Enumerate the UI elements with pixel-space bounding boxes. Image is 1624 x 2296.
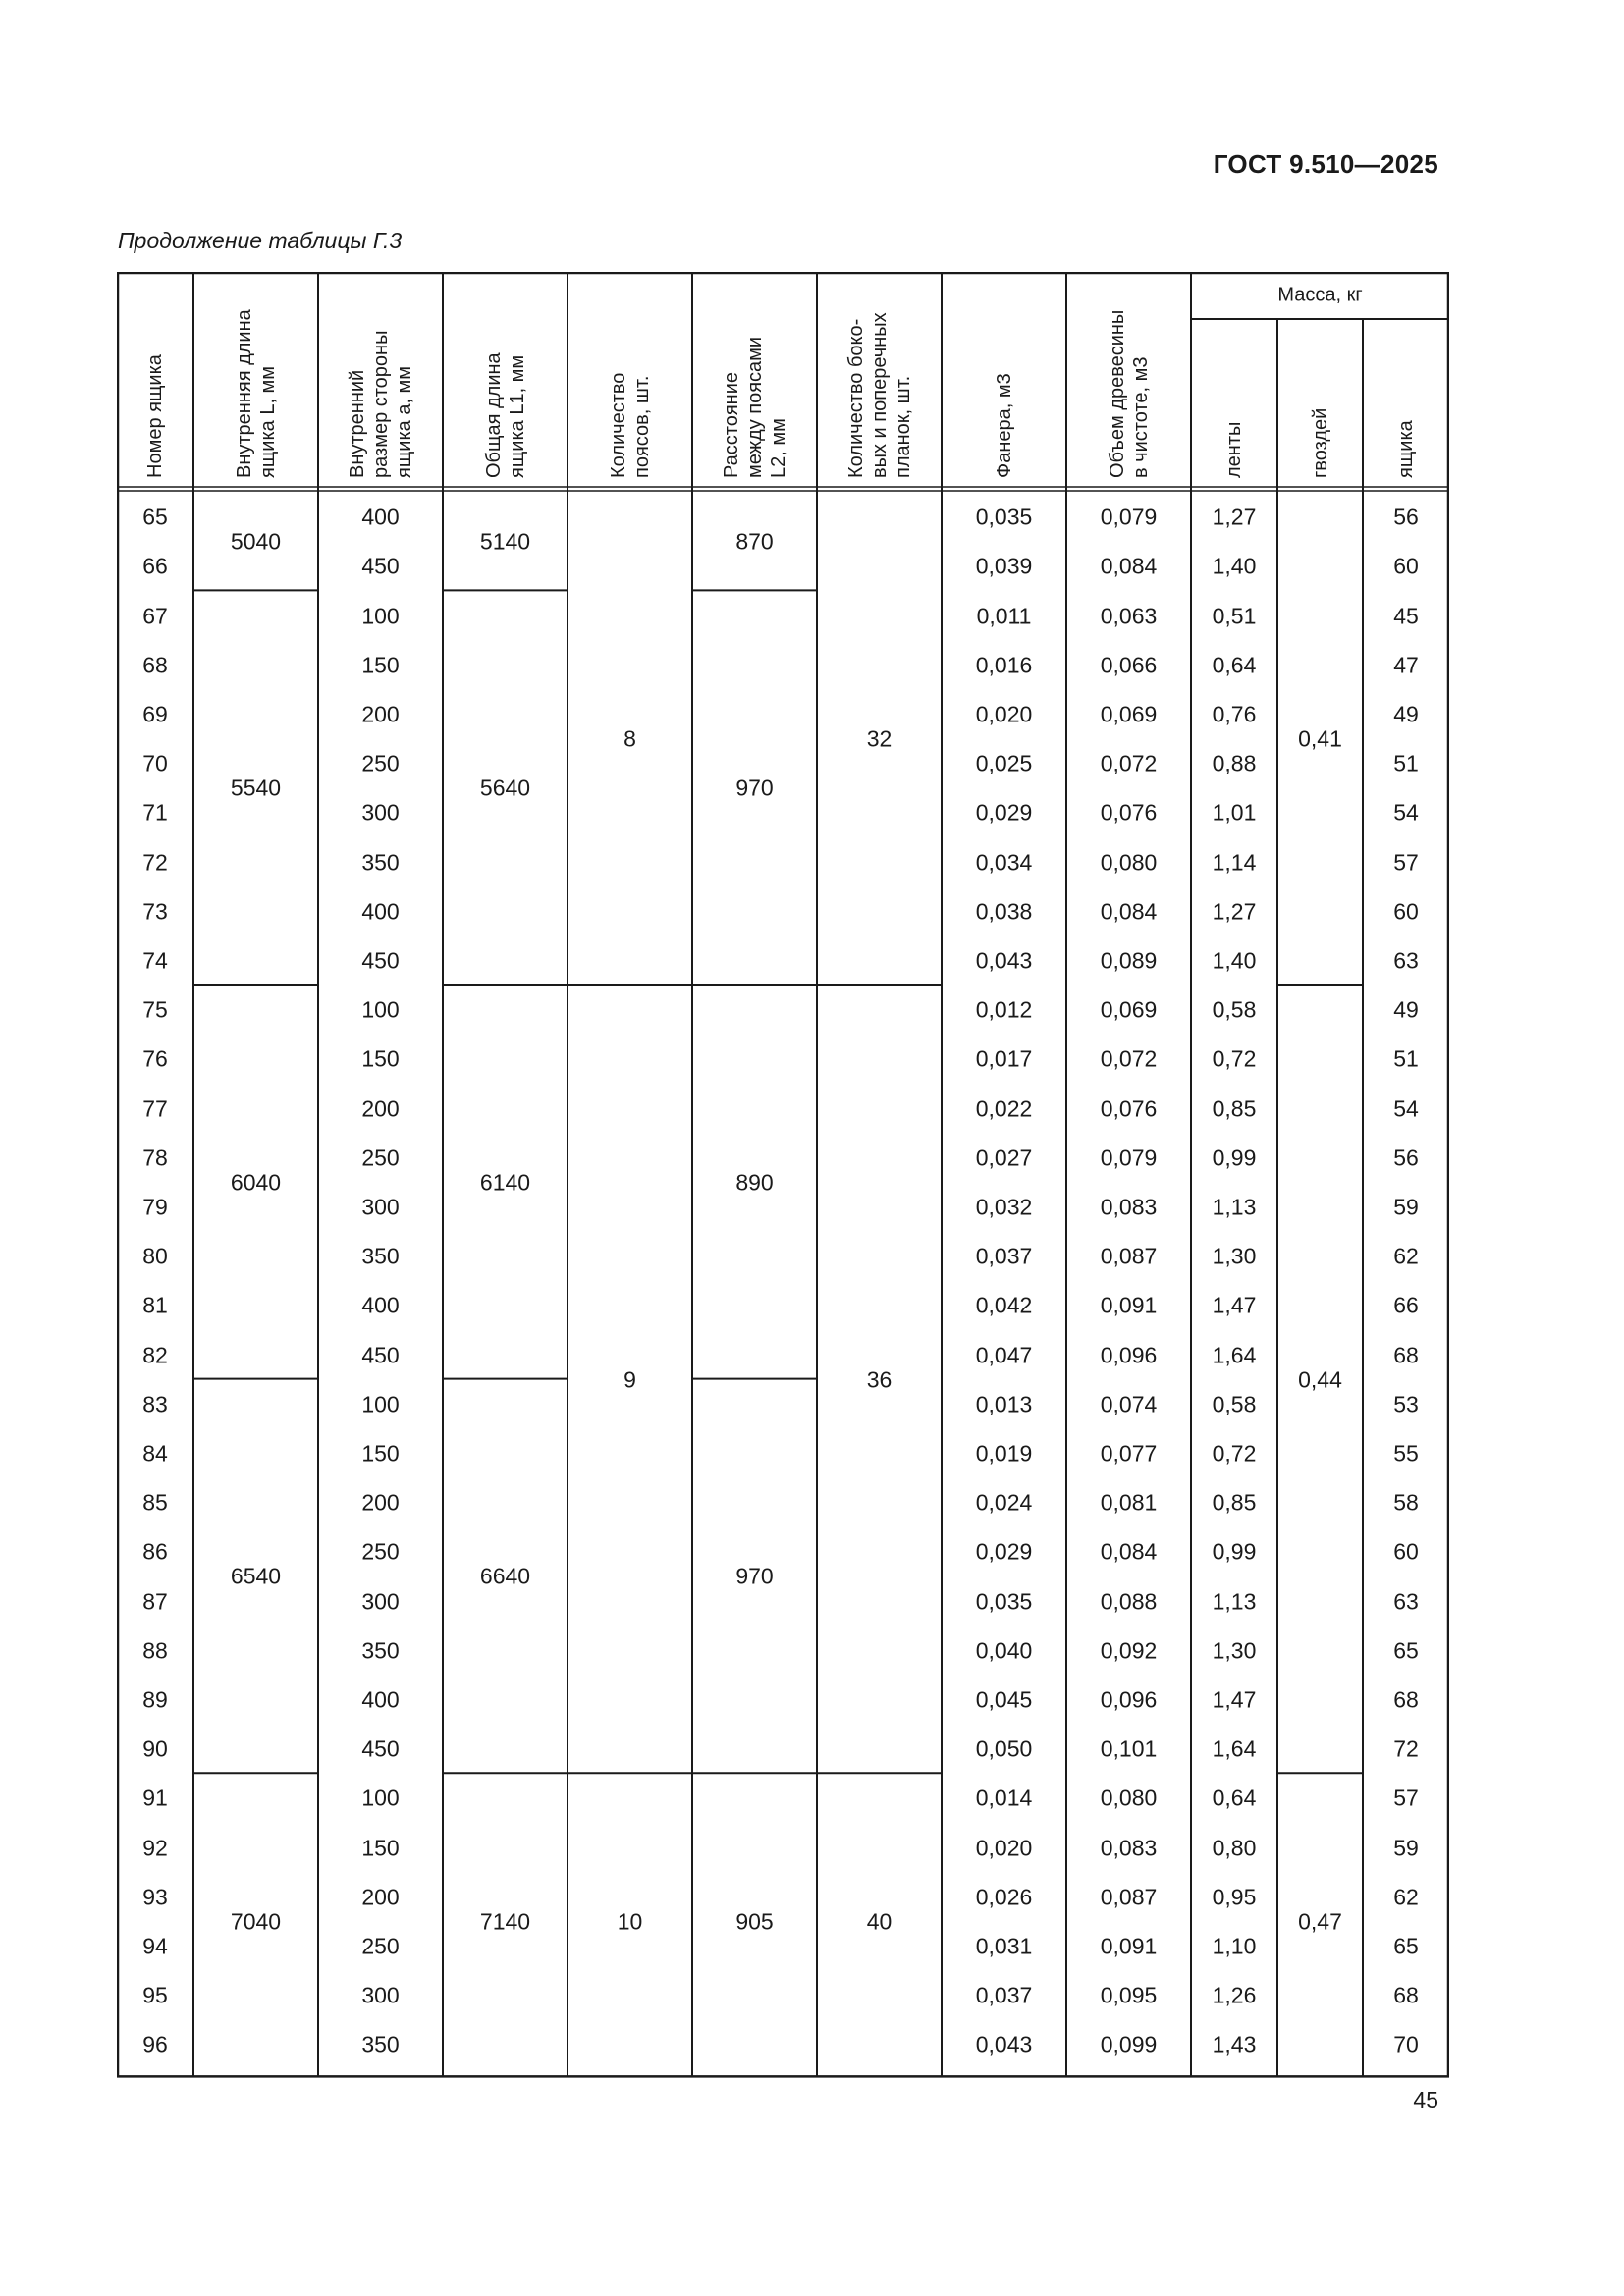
cell-wood: 0,081 bbox=[1100, 1489, 1158, 1516]
cell-a: 300 bbox=[361, 1982, 400, 2008]
cell-wood: 0,083 bbox=[1100, 1194, 1158, 1220]
cell-tape: 0,85 bbox=[1212, 1095, 1257, 1121]
merged-cell-nails: 0,47 bbox=[1298, 1908, 1342, 1935]
cell-a: 150 bbox=[361, 1045, 400, 1072]
cell-num: 92 bbox=[142, 1835, 168, 1860]
cell-wood: 0,072 bbox=[1100, 1045, 1158, 1072]
cell-plywood: 0,035 bbox=[975, 1588, 1033, 1614]
cell-plywood: 0,040 bbox=[975, 1637, 1033, 1664]
merged-cell-L: 5040 bbox=[230, 528, 282, 555]
cell-a: 300 bbox=[361, 1194, 400, 1220]
cell-num: 70 bbox=[142, 750, 168, 776]
cell-plywood: 0,014 bbox=[975, 1785, 1033, 1811]
cell-box: 70 bbox=[1393, 2031, 1419, 2057]
merged-cell-L2: 970 bbox=[735, 774, 774, 801]
cell-tape: 0,58 bbox=[1212, 1391, 1257, 1417]
column-header-mass: Масса, кг bbox=[1277, 284, 1363, 306]
cell-wood: 0,077 bbox=[1100, 1440, 1158, 1467]
cell-a: 200 bbox=[361, 1884, 400, 1910]
cell-tape: 0,80 bbox=[1212, 1835, 1257, 1860]
cell-wood: 0,091 bbox=[1100, 1292, 1158, 1318]
cell-a: 100 bbox=[361, 1785, 400, 1811]
cell-a: 300 bbox=[361, 799, 400, 826]
cell-tape: 0,95 bbox=[1212, 1884, 1257, 1910]
cell-box: 63 bbox=[1393, 1588, 1419, 1614]
cell-box: 59 bbox=[1393, 1194, 1419, 1220]
cell-tape: 0,85 bbox=[1212, 1489, 1257, 1516]
cell-plywood: 0,039 bbox=[975, 553, 1033, 579]
cell-wood: 0,080 bbox=[1100, 849, 1158, 875]
cell-a: 350 bbox=[361, 1243, 400, 1269]
cell-num: 76 bbox=[142, 1045, 168, 1072]
cell-a: 150 bbox=[361, 1440, 400, 1467]
cell-tape: 1,13 bbox=[1212, 1194, 1257, 1220]
cell-plywood: 0,020 bbox=[975, 1835, 1033, 1860]
cell-box: 68 bbox=[1393, 1686, 1419, 1713]
cell-box: 62 bbox=[1393, 1243, 1419, 1269]
cell-a: 400 bbox=[361, 1292, 400, 1318]
cell-tape: 1,47 bbox=[1212, 1292, 1257, 1318]
cell-plywood: 0,047 bbox=[975, 1342, 1033, 1367]
cell-num: 95 bbox=[142, 1982, 168, 2008]
cell-box: 62 bbox=[1393, 1884, 1419, 1910]
cell-tape: 0,64 bbox=[1212, 1785, 1257, 1811]
merged-cell-L: 6540 bbox=[230, 1563, 282, 1589]
cell-a: 100 bbox=[361, 996, 400, 1023]
cell-num: 93 bbox=[142, 1884, 168, 1910]
cell-box: 72 bbox=[1393, 1735, 1419, 1762]
merged-cell-L2: 905 bbox=[735, 1908, 774, 1935]
cell-wood: 0,076 bbox=[1100, 799, 1158, 826]
cell-wood: 0,099 bbox=[1100, 2031, 1158, 2057]
cell-tape: 1,40 bbox=[1212, 947, 1257, 974]
cell-plywood: 0,042 bbox=[975, 1292, 1033, 1318]
cell-wood: 0,095 bbox=[1100, 1982, 1158, 2008]
cell-box: 68 bbox=[1393, 1342, 1419, 1367]
cell-tape: 1,14 bbox=[1212, 849, 1257, 875]
table-caption: Продолжение таблицы Г.3 bbox=[118, 228, 403, 253]
cell-num: 91 bbox=[142, 1785, 168, 1811]
cell-wood: 0,096 bbox=[1100, 1342, 1158, 1367]
cell-box: 60 bbox=[1393, 553, 1419, 579]
merged-cell-L1: 6640 bbox=[479, 1563, 531, 1589]
column-header-plywood: Фанера, м3 bbox=[993, 373, 1015, 478]
cell-plywood: 0,026 bbox=[975, 1884, 1033, 1910]
column-header-L: Внутренняя длина ящика L, мм bbox=[233, 309, 279, 478]
data-table bbox=[117, 272, 1449, 2079]
column-header-L2: Расстояние между поясами L2, мм bbox=[720, 336, 789, 478]
cell-num: 88 bbox=[142, 1637, 168, 1664]
cell-wood: 0,069 bbox=[1100, 701, 1158, 727]
merged-cell-L1: 5140 bbox=[479, 528, 531, 555]
cell-plywood: 0,031 bbox=[975, 1933, 1033, 1959]
merged-cell-nails: 0,44 bbox=[1298, 1366, 1342, 1393]
cell-a: 450 bbox=[361, 1735, 400, 1762]
cell-tape: 0,58 bbox=[1212, 996, 1257, 1023]
cell-plywood: 0,045 bbox=[975, 1686, 1033, 1713]
cell-a: 100 bbox=[361, 1391, 400, 1417]
merged-cell-planks: 36 bbox=[866, 1366, 893, 1393]
cell-box: 58 bbox=[1393, 1489, 1419, 1516]
cell-wood: 0,087 bbox=[1100, 1884, 1158, 1910]
cell-tape: 1,64 bbox=[1212, 1342, 1257, 1367]
cell-plywood: 0,025 bbox=[975, 750, 1033, 776]
cell-num: 75 bbox=[142, 996, 168, 1023]
cell-tape: 0,88 bbox=[1212, 750, 1257, 776]
cell-box: 45 bbox=[1393, 603, 1419, 628]
cell-num: 74 bbox=[142, 947, 168, 974]
cell-box: 57 bbox=[1393, 1785, 1419, 1811]
cell-num: 69 bbox=[142, 701, 168, 727]
cell-box: 54 bbox=[1393, 1095, 1419, 1121]
cell-a: 100 bbox=[361, 603, 400, 628]
cell-tape: 1,47 bbox=[1212, 1686, 1257, 1713]
cell-box: 63 bbox=[1393, 947, 1419, 974]
merged-cell-planks: 40 bbox=[866, 1908, 893, 1935]
cell-tape: 1,30 bbox=[1212, 1243, 1257, 1269]
cell-plywood: 0,022 bbox=[975, 1095, 1033, 1121]
cell-wood: 0,066 bbox=[1100, 652, 1158, 678]
cell-box: 54 bbox=[1393, 799, 1419, 826]
cell-wood: 0,096 bbox=[1100, 1686, 1158, 1713]
cell-wood: 0,074 bbox=[1100, 1391, 1158, 1417]
cell-plywood: 0,017 bbox=[975, 1045, 1033, 1072]
cell-wood: 0,084 bbox=[1100, 553, 1158, 579]
cell-box: 68 bbox=[1393, 1982, 1419, 2008]
merged-cell-L: 7040 bbox=[230, 1908, 282, 1935]
cell-tape: 0,99 bbox=[1212, 1145, 1257, 1171]
cell-tape: 1,01 bbox=[1212, 799, 1257, 826]
cell-box: 56 bbox=[1393, 1145, 1419, 1171]
cell-wood: 0,088 bbox=[1100, 1588, 1158, 1614]
cell-num: 83 bbox=[142, 1391, 168, 1417]
cell-num: 73 bbox=[142, 898, 168, 925]
cell-wood: 0,084 bbox=[1100, 898, 1158, 925]
merged-cell-L1: 7140 bbox=[479, 1908, 531, 1935]
cell-num: 72 bbox=[142, 849, 168, 875]
cell-plywood: 0,043 bbox=[975, 947, 1033, 974]
column-header-belts: Количество поясов, шт. bbox=[607, 372, 653, 478]
cell-wood: 0,063 bbox=[1100, 603, 1158, 628]
cell-plywood: 0,029 bbox=[975, 799, 1033, 826]
cell-tape: 0,76 bbox=[1212, 701, 1257, 727]
cell-a: 400 bbox=[361, 898, 400, 925]
column-header-wood: Объем древесины в чистоте, м3 bbox=[1106, 309, 1152, 478]
cell-plywood: 0,020 bbox=[975, 701, 1033, 727]
cell-plywood: 0,050 bbox=[975, 1735, 1033, 1762]
merged-cell-L2: 870 bbox=[735, 528, 774, 555]
cell-tape: 0,99 bbox=[1212, 1538, 1257, 1565]
cell-wood: 0,083 bbox=[1100, 1835, 1158, 1860]
cell-num: 65 bbox=[142, 504, 168, 530]
merged-cell-belts: 9 bbox=[623, 1366, 636, 1393]
column-header-num: Номер ящика bbox=[144, 354, 166, 478]
cell-wood: 0,076 bbox=[1100, 1095, 1158, 1121]
cell-wood: 0,084 bbox=[1100, 1538, 1158, 1565]
cell-tape: 1,43 bbox=[1212, 2031, 1257, 2057]
cell-num: 79 bbox=[142, 1194, 168, 1220]
cell-tape: 1,27 bbox=[1212, 504, 1257, 530]
cell-box: 49 bbox=[1393, 701, 1419, 727]
cell-a: 450 bbox=[361, 1342, 400, 1367]
cell-plywood: 0,034 bbox=[975, 849, 1033, 875]
column-header-nails: гвоздей bbox=[1309, 407, 1331, 478]
cell-a: 200 bbox=[361, 1489, 400, 1516]
column-header-tape: ленты bbox=[1223, 421, 1245, 478]
cell-wood: 0,079 bbox=[1100, 504, 1158, 530]
cell-a: 350 bbox=[361, 1637, 400, 1664]
merged-cell-planks: 32 bbox=[866, 725, 893, 752]
cell-box: 57 bbox=[1393, 849, 1419, 875]
merged-cell-L: 6040 bbox=[230, 1169, 282, 1196]
cell-tape: 0,51 bbox=[1212, 603, 1257, 628]
merged-cell-L1: 6140 bbox=[479, 1169, 531, 1196]
cell-plywood: 0,027 bbox=[975, 1145, 1033, 1171]
cell-plywood: 0,019 bbox=[975, 1440, 1033, 1467]
cell-plywood: 0,024 bbox=[975, 1489, 1033, 1516]
merged-cell-L2: 970 bbox=[735, 1563, 774, 1589]
standard-designation: ГОСТ 9.510—2025 bbox=[1213, 149, 1438, 179]
cell-a: 450 bbox=[361, 947, 400, 974]
cell-a: 200 bbox=[361, 1095, 400, 1121]
cell-box: 60 bbox=[1393, 898, 1419, 925]
cell-a: 400 bbox=[361, 504, 400, 530]
cell-a: 250 bbox=[361, 1933, 400, 1959]
cell-box: 60 bbox=[1393, 1538, 1419, 1565]
page-number: 45 bbox=[1413, 2087, 1438, 2112]
cell-a: 200 bbox=[361, 701, 400, 727]
cell-num: 81 bbox=[142, 1292, 168, 1318]
cell-num: 87 bbox=[142, 1588, 168, 1614]
cell-num: 78 bbox=[142, 1145, 168, 1171]
cell-tape: 0,72 bbox=[1212, 1045, 1257, 1072]
cell-box: 47 bbox=[1393, 652, 1419, 678]
cell-tape: 1,26 bbox=[1212, 1982, 1257, 2008]
column-header-a: Внутренний размер стороны ящика a, мм bbox=[346, 330, 415, 478]
column-header-box: ящика bbox=[1395, 420, 1417, 478]
cell-tape: 1,30 bbox=[1212, 1637, 1257, 1664]
cell-num: 89 bbox=[142, 1686, 168, 1713]
cell-wood: 0,089 bbox=[1100, 947, 1158, 974]
merged-cell-nails: 0,41 bbox=[1298, 725, 1342, 752]
cell-a: 150 bbox=[361, 652, 400, 678]
column-header-planks: Количество боко- вых и поперечных планок, шт. bbox=[844, 312, 914, 478]
merged-cell-L: 5540 bbox=[230, 774, 282, 801]
cell-a: 350 bbox=[361, 2031, 400, 2057]
cell-plywood: 0,037 bbox=[975, 1982, 1033, 2008]
cell-num: 84 bbox=[142, 1440, 168, 1467]
cell-tape: 1,27 bbox=[1212, 898, 1257, 925]
cell-box: 53 bbox=[1393, 1391, 1419, 1417]
cell-tape: 1,64 bbox=[1212, 1735, 1257, 1762]
cell-box: 56 bbox=[1393, 504, 1419, 530]
cell-wood: 0,101 bbox=[1100, 1735, 1158, 1762]
cell-wood: 0,069 bbox=[1100, 996, 1158, 1023]
cell-num: 68 bbox=[142, 652, 168, 678]
cell-plywood: 0,011 bbox=[976, 603, 1032, 628]
cell-plywood: 0,038 bbox=[975, 898, 1033, 925]
merged-cell-L2: 890 bbox=[735, 1169, 774, 1196]
cell-num: 82 bbox=[142, 1342, 168, 1367]
cell-plywood: 0,013 bbox=[975, 1391, 1033, 1417]
cell-a: 250 bbox=[361, 750, 400, 776]
cell-plywood: 0,035 bbox=[975, 504, 1033, 530]
cell-wood: 0,080 bbox=[1100, 1785, 1158, 1811]
cell-plywood: 0,043 bbox=[975, 2031, 1033, 2057]
cell-plywood: 0,016 bbox=[975, 652, 1033, 678]
cell-num: 94 bbox=[142, 1933, 168, 1959]
cell-box: 51 bbox=[1393, 750, 1419, 776]
cell-num: 96 bbox=[142, 2031, 168, 2057]
cell-num: 66 bbox=[142, 553, 168, 579]
cell-num: 85 bbox=[142, 1489, 168, 1516]
cell-box: 51 bbox=[1393, 1045, 1419, 1072]
merged-cell-belts: 8 bbox=[623, 725, 636, 752]
cell-a: 150 bbox=[361, 1835, 400, 1860]
cell-box: 65 bbox=[1393, 1637, 1419, 1664]
cell-plywood: 0,032 bbox=[975, 1194, 1033, 1220]
cell-box: 59 bbox=[1393, 1835, 1419, 1860]
cell-tape: 0,72 bbox=[1212, 1440, 1257, 1467]
cell-box: 65 bbox=[1393, 1933, 1419, 1959]
cell-a: 250 bbox=[361, 1145, 400, 1171]
cell-plywood: 0,012 bbox=[975, 996, 1033, 1023]
cell-wood: 0,091 bbox=[1100, 1933, 1158, 1959]
cell-num: 86 bbox=[142, 1538, 168, 1565]
cell-tape: 1,13 bbox=[1212, 1588, 1257, 1614]
cell-a: 400 bbox=[361, 1686, 400, 1713]
cell-box: 49 bbox=[1393, 996, 1419, 1023]
cell-a: 250 bbox=[361, 1538, 400, 1565]
cell-wood: 0,087 bbox=[1100, 1243, 1158, 1269]
cell-num: 80 bbox=[142, 1243, 168, 1269]
cell-num: 71 bbox=[142, 799, 168, 826]
cell-tape: 0,64 bbox=[1212, 652, 1257, 678]
cell-num: 90 bbox=[142, 1735, 168, 1762]
cell-box: 55 bbox=[1393, 1440, 1419, 1467]
cell-num: 67 bbox=[142, 603, 168, 628]
cell-wood: 0,072 bbox=[1100, 750, 1158, 776]
cell-wood: 0,079 bbox=[1100, 1145, 1158, 1171]
cell-plywood: 0,037 bbox=[975, 1243, 1033, 1269]
cell-wood: 0,092 bbox=[1100, 1637, 1158, 1664]
cell-num: 77 bbox=[142, 1095, 168, 1121]
merged-cell-L1: 5640 bbox=[479, 774, 531, 801]
cell-box: 66 bbox=[1393, 1292, 1419, 1318]
cell-plywood: 0,029 bbox=[975, 1538, 1033, 1565]
cell-a: 300 bbox=[361, 1588, 400, 1614]
cell-tape: 1,40 bbox=[1212, 553, 1257, 579]
cell-a: 350 bbox=[361, 849, 400, 875]
cell-tape: 1,10 bbox=[1212, 1933, 1257, 1959]
cell-a: 450 bbox=[361, 553, 400, 579]
merged-cell-belts: 10 bbox=[617, 1908, 643, 1935]
column-header-L1: Общая длина ящика L1, мм bbox=[482, 352, 528, 478]
